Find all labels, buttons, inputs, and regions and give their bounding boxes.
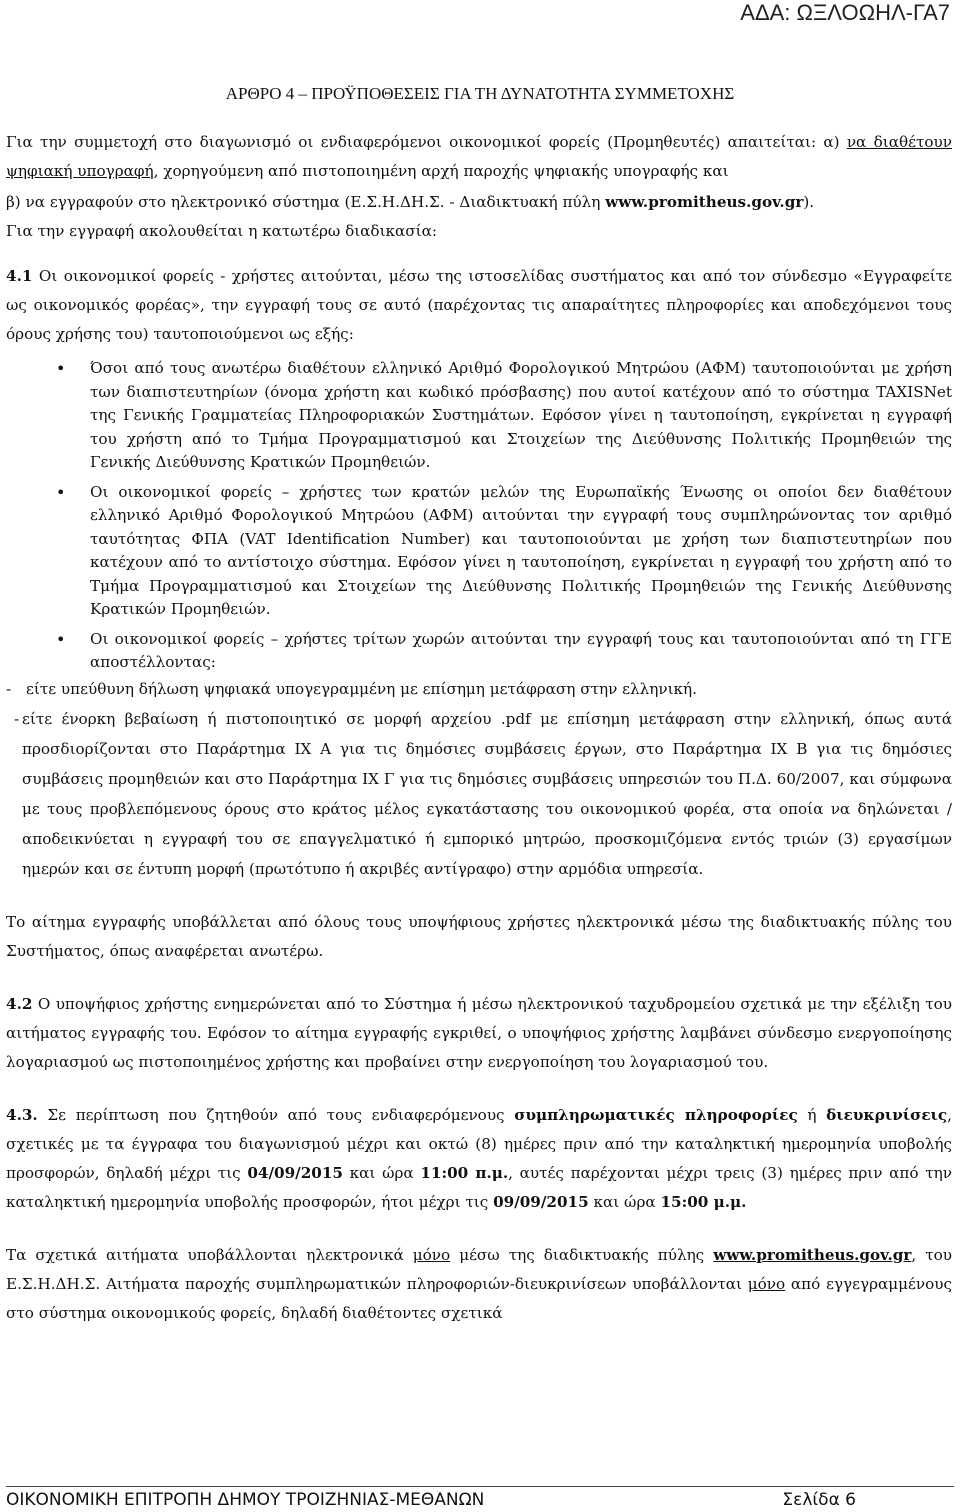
digital-signature-requirement: να διαθέτουν ψηφιακή υπογραφή [6, 133, 952, 180]
list-item: • Όσοι από τους ανωτέρω διαθέτουν ελληνικό Αριθμό Φορολογικού Μητρώου (ΑΦΜ) ταυτοποιούνται με χρήση των διαπιστευτηρίων (όνομα χρήστη και κωδικό πρόσβασης) που αυτοί κατέχουν από το σύστημα TAXISNet της Γενικής Γραμματείας Πληροφοριακών Συστημάτων. Εφόσον γίνει η ταυτοποίηση, εγκρίνεται η εγγραφή του χρήστη από το Τμήμα Προγραμματισμού και Στοιχείων της Διεύθυνσης Πολιτικής Προμηθειών της Γενικής Διεύθυνσης Κρατικών Προμηθειών. [90, 357, 952, 475]
intro-paragraph: Για την συμμετοχή στο διαγωνισμό οι ενδιαφερόμενοι οικονομικοί φορείς (Προμηθευτές) απαιτείται: α) να διαθέτουν ψηφιακή υπογραφή, χορηγούμενη από πιστοποιημένη αρχή παροχής ψηφιακής υπογραφής και [6, 133, 952, 180]
request-paragraph: Το αίτημα εγγραφής υποβάλλεται από όλους τους υποψήφιους χρήστες ηλεκτρονικά μέσω της διαδικτυακής πύλης του Συστήματος, όπως αναφέρεται ανωτέρω. [6, 912, 952, 960]
section-4-1: 4.1 Οι οικονομικοί φορείς - χρήστες αιτούνται, μέσω της ιστοσελίδας συστήματος και από τον σύνδεσμο «Εγγραφείτε ως οικονομικός φορέας», την εγγραφή τους σε αυτό (παρέχοντας τις απαραίτητες πληροφορίες και αποδεχόμενοι τους όρους χρήσης του) ταυτοποιούμενοι ως εξής: [6, 267, 952, 343]
dash-item-affidavit: - είτε ένορκη βεβαίωση ή πιστοποιητικό σε μορφή αρχείου .pdf με επίσημη μετάφραση στην ελληνική, όπως αυτά προσδιορίζονται στο Παράρτημα IX A για τις δημόσιες συμβάσεις έργων, στο Παράρτημα IX B για τις δημόσιες συμβάσεις προμηθειών και στο Παράρτημα IX Γ για τις δημόσιες συμβάσεις υπηρεσιών του Π.Δ. 60/2007, και σύμφωνα με τους προβλεπόμενους όρους στο κράτος μέλος εγκατάστασης του οικονομικού φορέα, στα οποία να δηλώνεται / αποδεικνύεται η εγγραφή του σε επαγγελματικό ή εμπορικό μητρώο, προσκομιζόμενα εντός τριών (3) εργασίμων ημερών και σε έντυπη μορφή (πρωτότυπο ή ακριβές αντίγραφο) στην αρμόδια υπηρεσία. [14, 709, 952, 878]
dash-item-declaration: - είτε υπεύθυνη δήλωση ψηφιακά υπογεγραμμένη με επίσημη μετάφραση στην ελληνική. [6, 679, 697, 698]
list-item: • Οι οικονομικοί φορείς – χρήστες των κρατών μελών της Ευρωπαϊκής Ένωσης οι οποίοι δεν διαθέτουν ελληνικό Αριθμό Φορολογικού Μητρώου (ΑΦΜ) αιτούνται την εγγραφή τους συμπληρώνοντας τον αριθμό ταυτότητας ΦΠΑ (VAT Identification Number) και ταυτοποιούνται με χρήση των διαπιστευτηρίων που κατέχουν από το αντίστοιχο σύστημα. Εφόσον γίνει η ταυτοποίηση, εγκρίνεται η εγγραφή του χρήστη από το Τμήμα Προγραμματισμού και Στοιχείων της Διεύθυνσης Πολιτικής Προμηθειών της Γενικής Διεύθυνσης Κρατικών Προμηθειών. [90, 481, 952, 622]
intro-registration: β) να εγγραφούν στο ηλεκτρονικό σύστημα (Ε.Σ.Η.ΔΗ.Σ. - Διαδικτυακή πύλη www.promitheus.gov.gr). [6, 193, 815, 211]
page-number: Σελίδα 6 [782, 1490, 856, 1510]
procedure-text: Για την εγγραφή ακολουθείται η κατωτέρω διαδικασία: [6, 222, 437, 240]
ada-code: ΑΔΑ: ΩΞΛΟΩΗΛ-ΓΑ7 [740, 0, 950, 25]
identification-list [6, 357, 952, 675]
promitheus-link-2[interactable]: www.promitheus.gov.gr [713, 1245, 912, 1264]
document-body [6, 128, 952, 1328]
footer-committee: ΟΙΚΟΝΟΜΙΚΗ ΕΠΙΤΡΟΠΗ ΔΗΜΟΥ ΤΡΟΙΖΗΝΙΑΣ-ΜΕΘΑΝΩΝ [6, 1490, 485, 1510]
list-item: • Οι οικονομικοί φορείς – χρήστες τρίτων χωρών αιτούνται την εγγραφή τους και ταυτοποιούνται από τη ΓΓΕ αποστέλλοντας: [90, 628, 952, 675]
promitheus-link: www.promitheus.gov.gr [605, 193, 804, 211]
footer-divider [6, 1486, 954, 1487]
final-paragraph: Τα σχετικά αιτήματα υποβάλλονται ηλεκτρονικά μόνο μέσω της διαδικτυακής πύλης www.promitheus.gov.gr, του Ε.Σ.Η.ΔΗ.Σ. Αιτήματα παροχής συμπληρωματικών πληροφοριών-διευκρινίσεων υποβάλλονται μόνο από εγγεγραμμένους στο σύστημα οικονομικούς φορείς, δηλαδή διαθέτοντες σχετικά [6, 1245, 953, 1322]
section-4-2: 4.2 Ο υποψήφιος χρήστης ενημερώνεται από το Σύστημα ή μέσω ηλεκτρονικού ταχυδρομείου σχετικά με την εξέλιξη του αιτήματος εγγραφής του. Εφόσον το αίτημα εγγραφής εγκριθεί, ο υποψήφιος χρήστης λαμβάνει σύνδεσμο ενεργοποίησης λογαριασμού ως πιστοποιημένος χρήστης και προβαίνει στην ενεργοποίηση του λογαριασμού του. [6, 994, 952, 1071]
section-4-3: 4.3. Σε περίπτωση που ζητηθούν από τους ενδιαφερόμενους συμπληρωματικές πληροφορίες ή διευκρινίσεις, σχετικές με τα έγγραφα του διαγωνισμού μέχρι και οκτώ (8) ημέρες πριν από την καταληκτική ημερομηνία υποβολής προσφορών, δηλαδή μέχρι τις 04/09/2015 και ώρα 11:00 π.μ., αυτές παρέχονται μέχρι τρεις (3) ημέρες πριν από την καταληκτική ημερομηνία υποβολής προσφορών, ήτοι μέχρι τις 09/09/2015 και ώρα 15:00 μ.μ. [6, 1105, 952, 1211]
article-title: ΑΡΘΡΟ 4 – ΠΡΟΫΠΟΘΕΣΕΙΣ ΓΙΑ ΤΗ ΔΥΝΑΤΟΤΗΤΑ ΣΥΜΜΕΤΟΧΗΣ [225, 84, 735, 103]
